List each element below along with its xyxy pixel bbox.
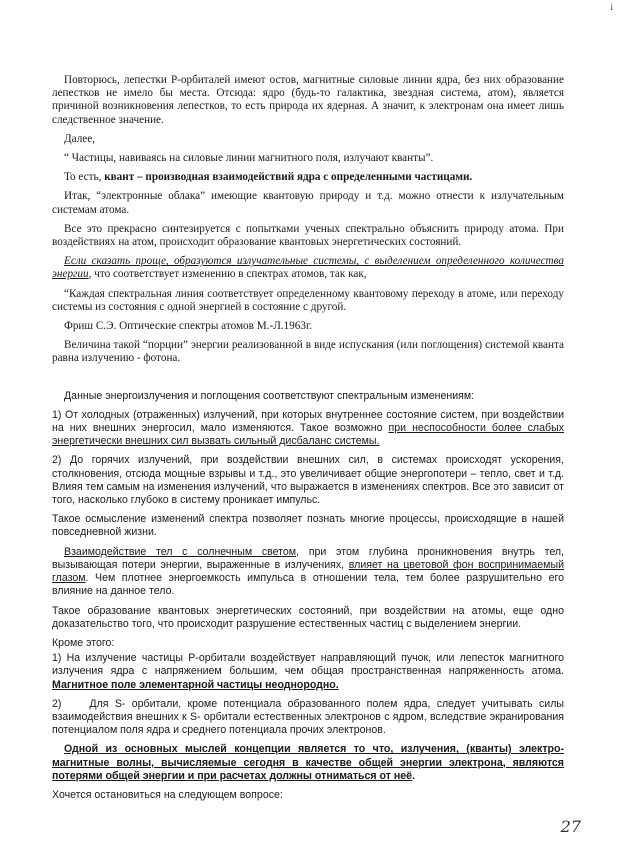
paragraph-proof: Такое образование квантовых энергетических состояний, при воздействии на атомы, еще одно доказательство того, что происходит разрушение естественных частиц с выделением энергии. bbox=[52, 604, 564, 630]
citation: Фриш С.Э. Оптические спектры атомов М.-Л.1963г. bbox=[64, 320, 313, 333]
paragraph-synthesis: Все это прекрасно синтезируется с попытками ученых спектрально объяснить природу атома. При воздействиях на атом, происходит образование квантовых энергетических состояний. bbox=[52, 222, 564, 249]
list-item-s-orbital bbox=[52, 698, 564, 738]
paragraph-simpler bbox=[52, 255, 564, 281]
list-item-p-orbital bbox=[52, 652, 564, 692]
paragraph-concept bbox=[52, 743, 564, 783]
sunlight-text-2: . Чем плотнее энергоемкость импульса в отношении тела, тем более разрушительно его влияние на данное тело. bbox=[52, 572, 564, 598]
cold-underlined: при неспособности более слабых энергетически внешних сил вызвать сильный дисбаланс системы. bbox=[52, 422, 564, 448]
paragraph-question: Хочется остановиться на следующем вопросе: bbox=[52, 788, 283, 801]
quantum-statement: квант – производная взаимодействий ядра с определенными частицами. bbox=[104, 171, 473, 184]
paragraph-sunlight bbox=[52, 546, 564, 599]
simpler-tail: , что соответствует изменению в спектрах атомов, так как, bbox=[88, 268, 367, 281]
spacer bbox=[52, 372, 564, 390]
sans-section bbox=[52, 390, 564, 802]
paragraph-p-orbitals: Повторюсь, лепестки Р-орбиталей имеют остов, магнитные силовые линии ядра, без них образование лепестков не имело бы места. Отсюда: ядро (будь-то галактика, звездная система, атом), является причиной возникновения лепестков, то есть природа их ядерная. А значит, к электронам она имеет лишь следственное значение. bbox=[52, 74, 564, 126]
sunlight-text-1: , при этом глубина проникновения внутрь тел, вызывающая потери энергии, выраженные в излучениях, bbox=[52, 545, 564, 571]
paragraph-portion: Величина такой “порции” энергии реализованной в виде испускания (или поглощения) системой кванта равна излучению - фотона. bbox=[52, 339, 564, 365]
p-orbital-text: 1) На излучение частицы Р-орбитали воздействует направляющий пучок, или лепесток магнитного излучения ядра с напряжением большим, чем общая пространственная напряженность атома. bbox=[52, 652, 564, 678]
list-item-hot: 2) До горячих излучений, при воздействии внешних сил, в системах происходят ускорения, столкновения, отсюда мощные взрывы и т.д., это увеличивает общие энергопотери – тепло, свет и т.д. Влияя тем самым на изменения излучений, что выражается в изменениях спектров. Все это зависит от того, насколько глубоко в систему проникает импульс. bbox=[52, 454, 564, 507]
sunlight-underlined: Взаимодействие тел с солнечным светом bbox=[64, 545, 297, 558]
document-body bbox=[52, 74, 564, 808]
paragraph-data: Данные энергоизлучения и поглощения соответствуют спектральным изменениям: bbox=[64, 389, 475, 402]
concept-period: . bbox=[412, 769, 416, 782]
paragraph-further: Далее, bbox=[64, 132, 96, 145]
paragraph-quote-spectral: “Каждая спектральная линия соответствует определенному квантовому переходу в атоме, или переходу системы из состояния с одной энергией в состояние с другой. bbox=[52, 287, 564, 313]
simpler-emphasis: Если сказать проще, образуются излучательные системы, с выделением определенного количества энергии bbox=[52, 255, 564, 281]
cold-text: 1) От холодных (отраженных) излучений, при которых внутреннее состояние систем, при воздействии на них внешних энергосил, мало изменяются. Такое возможно bbox=[52, 408, 564, 435]
p-orbital-statement: Магнитное поле элементарной частицы неоднородно. bbox=[52, 678, 339, 691]
paragraph-besides: Кроме этого: bbox=[52, 636, 115, 649]
quantum-lead: То есть, bbox=[64, 171, 105, 184]
paragraph-electron-clouds: Итак, “электронные облака” имеющие квантовую природу и т.д. можно отнести к излучательным системам атома. bbox=[52, 190, 564, 216]
paragraph-quantum-definition bbox=[52, 171, 564, 184]
s-orbital-text: Для S- орбитали, кроме потенциала образованного полем ядра, следует учитывать силы взаимодействия внешних к S- орбитали естественных электронов с ядром, вследствие экранирования потенциалом поля ядра и среднего потенциала прочих электронов. bbox=[52, 697, 564, 737]
list-item-cold bbox=[52, 409, 564, 449]
concept-statement: Одной из основных мыслей концепции является то что, излучения, (кванты) электро-магнитные волны, вычисляемые сегодня в качестве общей энергии электрона, являются потерями общей энергии и при расчетах должны отниматься от неё bbox=[52, 743, 564, 782]
page-number: 27 bbox=[560, 817, 581, 836]
paragraph-spectrum-meaning: Такое осмысление изменений спектра позволяет познать многие процессы, происходящие в нашей повседневной жизни. bbox=[52, 513, 564, 539]
sunlight-underlined-2: влияет на цветовой фон воспринимаемый глазом bbox=[52, 558, 564, 585]
paragraph-quote-particles: “ Частицы, навиваясь на силовые линии магнитного поля, излучают кванты”. bbox=[64, 152, 434, 165]
corner-mark: i bbox=[610, 2, 613, 12]
s-orbital-number: 2) bbox=[52, 697, 62, 710]
